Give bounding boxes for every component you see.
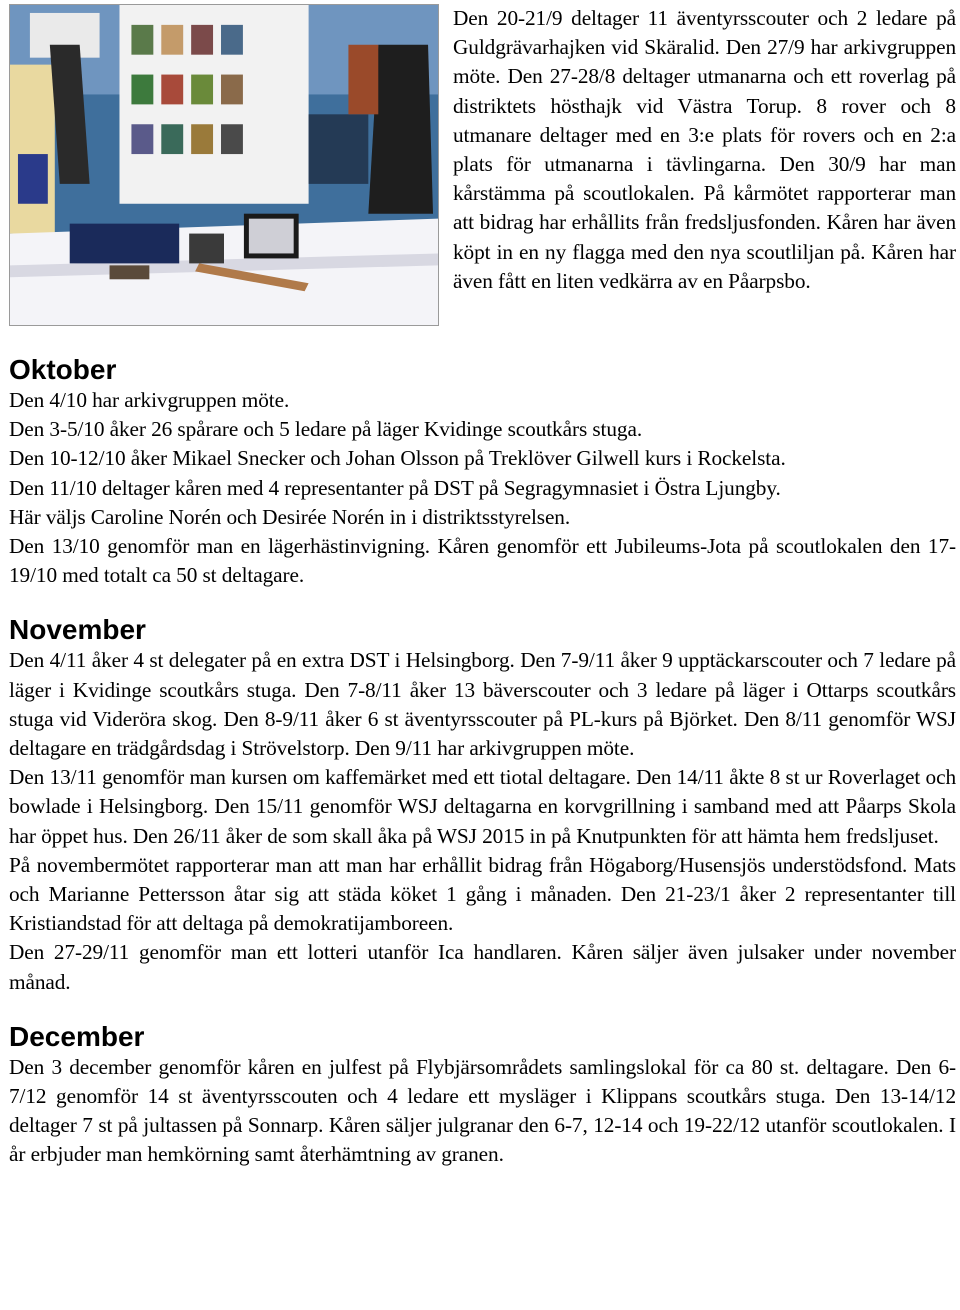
november-paragraph-4: Den 27-29/11 genomför man ett lotteri utanför Ica handlaren. Kåren säljer även julsaker under november månad. <box>9 940 956 994</box>
intro-paragraph: Den 20-21/9 deltager 11 äventyrsscouter och 2 ledare på Guldgrävarhajken vid Skäralid. Den 27/9 har arkivgruppen möte. Den 27-28/8 deltager utmanarna och ett roverlag på distriktets hösthajk vid Västra Torup. 8 rover och 8 utmanare deltager med en 3:e plats för rovers och en 2:a plats för utmanarna i tävlingarna. Den 30/9 har man kårstämma på scoutlokalen. På kårmötet rapporterar man att bidrag har erhållits från fredsljusfonden. Kåren har även köpt in en ny flagga med den nya scoutliljan på. Kåren har även fått en liten vedkärra av en Påarpsbo. <box>453 6 956 293</box>
oktober-line-6: Den 13/10 genomför man en lägerhästinvigning. Kåren genomför ett Jubileums-Jota på scoutlokalen den 17-19/10 med totalt ca 50 st deltagare. <box>9 534 956 588</box>
oktober-line-2: Den 3-5/10 åker 26 spårare och 5 ledare på läger Kvidinge scoutkårs stuga. <box>9 417 643 442</box>
oktober-line-1: Den 4/10 har arkivgruppen möte. <box>9 388 290 412</box>
heading-november: November <box>9 614 146 646</box>
november-paragraph-1: Den 4/11 åker 4 st delegater på en extra DST i Helsingborg. Den 7-9/11 åker 9 upptäckarscouter och 7 ledare på läger i Kvidinge scoutkårs stuga. Den 7-8/11 åker 13 bäverscouter och 3 ledare på läger i Ottarps scoutkårs stuga vid Videröra skog. Den 8-9/11 åker 6 st äventyrsscouter på PL-kurs på Björket. Den 8/11 genomför WSJ deltagare en trädgårdsdag i Strövelstorp. Den 9/11 har arkivgruppen möte. <box>9 648 956 761</box>
november-paragraph-3: På novembermötet rapporterar man att man har erhållit bidrag från Högaborg/Husensjös understödsfond. Mats och Marianne Pettersson åtar sig att städa köket 1 gång i månaden. Den 21-23/1 åker 2 representanter till Kristiandstad för att deltaga på demokratijamboreen. <box>9 852 956 936</box>
document-page <box>9 4 956 1170</box>
december-paragraph-1: Den 3 december genomför kåren en julfest på Flybjärsområdets samlingslokal för ca 80 st. deltagare. Den 6-7/12 genomför 14 st äventyrsscouten och 4 ledare ett mysläger i Klippans scoutkårs stuga. Den 13-14/12 deltager 7 st på jultassen på Sonnarp. Kåren säljer julgranar den 6-7, 12-14 och 19-22/12 utanför scoutlokalen. I år erbjuder man hemkörning samt återhämtning av granen. <box>9 1054 956 1167</box>
exhibition-photo <box>9 4 439 326</box>
heading-oktober: Oktober <box>9 354 117 385</box>
oktober-line-3: Den 10-12/10 åker Mikael Snecker och Johan Olsson på Treklöver Gilwell kurs i Rockelsta. <box>9 446 786 471</box>
exhibition-photo-icon <box>10 5 438 325</box>
oktober-line-5: Här väljs Caroline Norén och Desirée Norén in i distriktsstyrelsen. <box>9 504 571 529</box>
heading-december: December <box>9 1020 145 1052</box>
november-paragraph-2: Den 13/11 genomför man kursen om kaffemärket med ett tiotal deltagare. Den 14/11 åkte 8 st ur Roverlaget och bowlade i Helsingborg. Den 15/11 genomför WSJ deltagarna en korvgrillning i samband med att Påarps Skola har öppet hus. Den 26/11 åker de som skall åka på WSJ 2015 in på Knutpunkten för att hämta hem fredsljuset. <box>9 765 956 848</box>
oktober-line-4: Den 11/10 deltager kåren med 4 representanter på DST på Segragymnasiet i Östra Ljungby. <box>9 475 781 500</box>
